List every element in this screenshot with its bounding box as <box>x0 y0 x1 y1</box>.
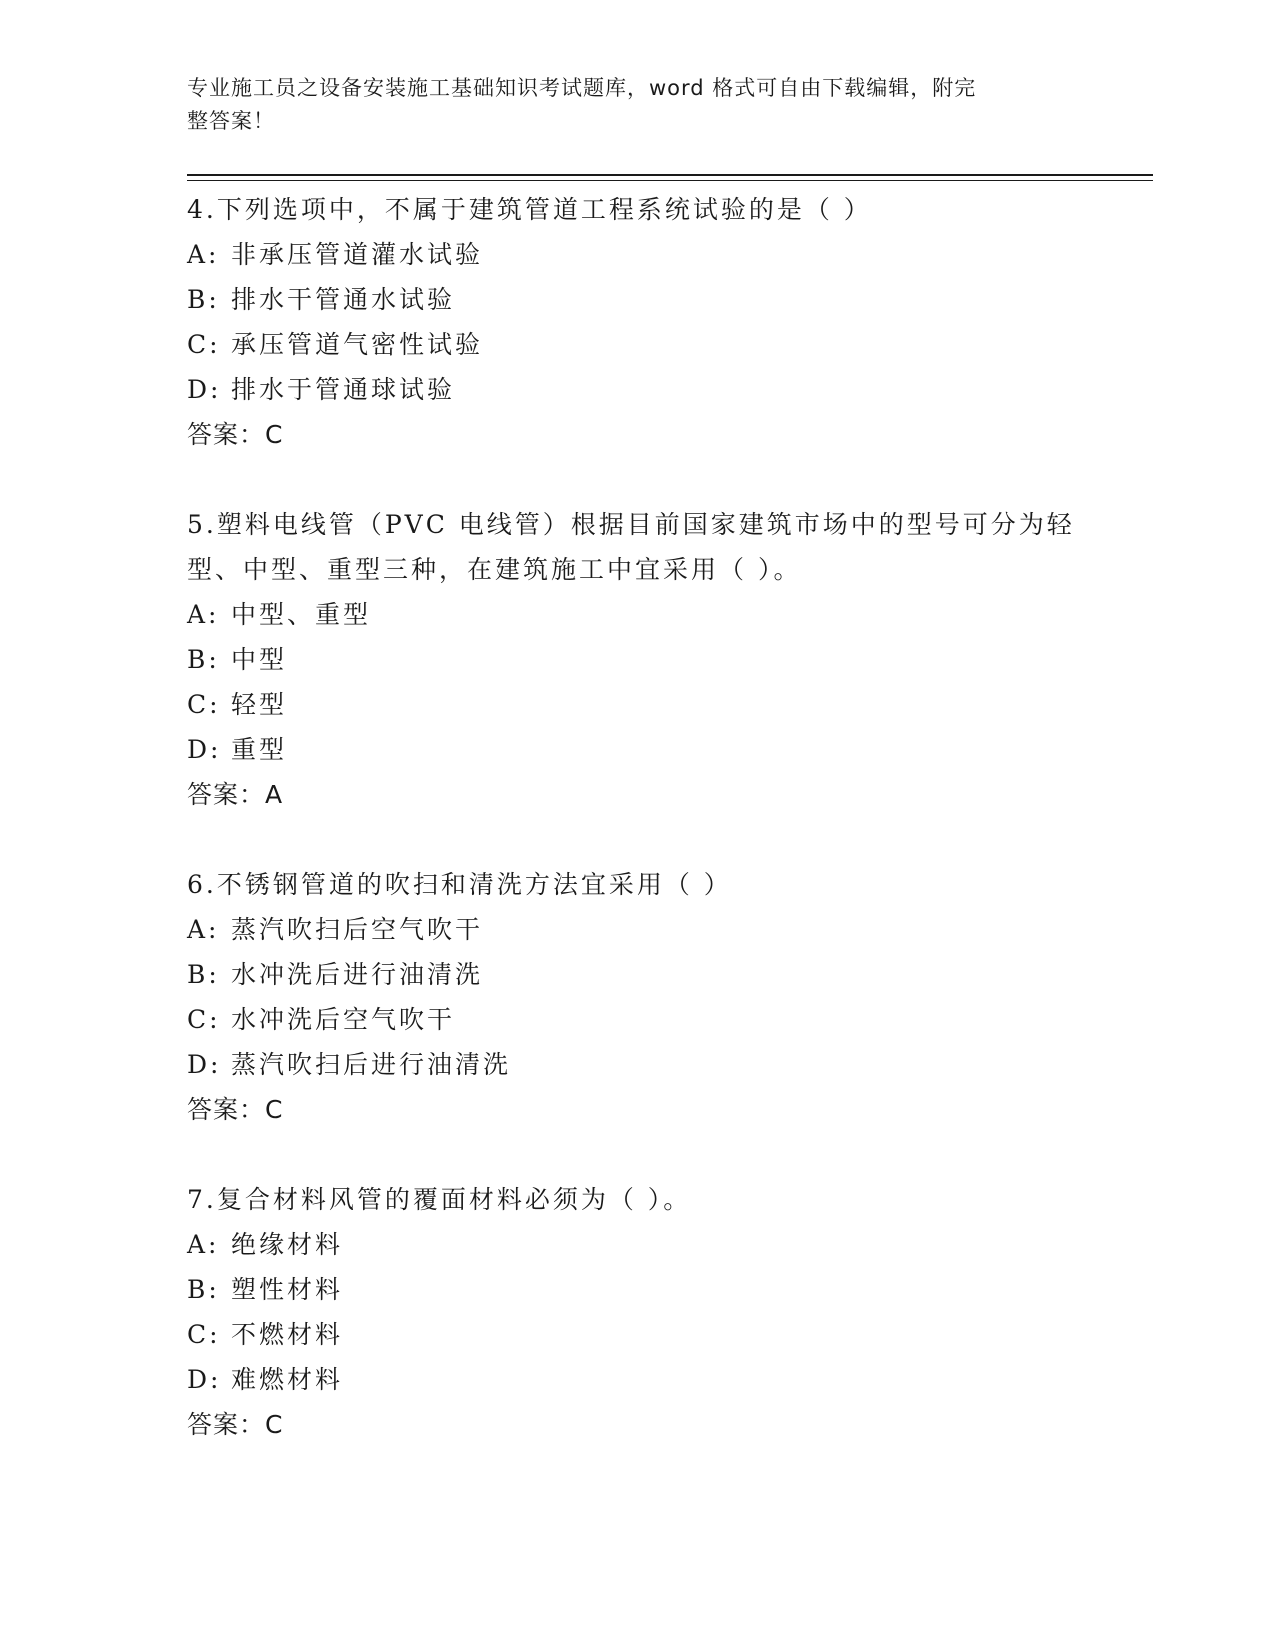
option-text: 轻型 <box>231 690 288 719</box>
option-key: C: <box>187 1320 221 1349</box>
option-text: 水冲洗后进行油清洗 <box>231 960 484 989</box>
option-key: B: <box>187 1275 220 1304</box>
option-b <box>187 952 1087 997</box>
option-text: 蒸汽吹扫后进行油清洗 <box>231 1050 512 1079</box>
option-b <box>187 1267 1087 1312</box>
option-text: 排水于管通球试验 <box>231 375 456 404</box>
option-d <box>187 727 1087 772</box>
question-5 <box>187 502 1087 817</box>
option-key: B: <box>187 960 220 989</box>
answer-line: 答案：A <box>187 780 284 809</box>
option-a <box>187 232 1087 277</box>
option-key: B: <box>187 285 220 314</box>
option-c <box>187 997 1087 1042</box>
question-stem: 6.不锈钢管道的吹扫和清洗方法宜采用（ ） <box>187 870 732 899</box>
option-text: 蒸汽吹扫后空气吹干 <box>231 915 484 944</box>
header-line-1: 专业施工员之设备安装施工基础知识考试题库，word 格式可自由下载编辑，附完 <box>187 76 977 100</box>
option-text: 塑性材料 <box>231 1275 344 1304</box>
document-header <box>187 72 1067 138</box>
option-text: 不燃材料 <box>231 1320 344 1349</box>
option-text: 绝缘材料 <box>231 1230 344 1259</box>
option-text: 水冲洗后空气吹干 <box>231 1005 456 1034</box>
option-d <box>187 1042 1087 1087</box>
option-c <box>187 682 1087 727</box>
header-divider-thick <box>187 174 1153 176</box>
option-key: A: <box>187 240 220 269</box>
option-key: D: <box>187 1050 222 1079</box>
question-stem: 4.下列选项中，不属于建筑管道工程系统试验的是（ ） <box>187 195 872 224</box>
question-stem: 7.复合材料风管的覆面材料必须为（ ）。 <box>187 1185 692 1214</box>
question-4 <box>187 187 1087 457</box>
option-key: C: <box>187 330 221 359</box>
option-key: D: <box>187 375 222 404</box>
header-divider-thin <box>187 180 1153 181</box>
option-key: C: <box>187 690 221 719</box>
question-stem: 5.塑料电线管（PVC 电线管）根据目前国家建筑市场中的型号可分为轻型、中型、重型三种，在建筑施工中宜采用（ ）。 <box>187 510 1075 584</box>
option-text: 重型 <box>231 735 288 764</box>
header-line-2: 整答案！ <box>187 109 275 133</box>
option-a <box>187 1222 1087 1267</box>
option-d <box>187 367 1087 412</box>
option-text: 中型、重型 <box>231 600 372 629</box>
option-text: 非承压管道灌水试验 <box>231 240 484 269</box>
question-list <box>187 187 1087 1492</box>
option-key: D: <box>187 735 222 764</box>
option-b <box>187 277 1087 322</box>
option-c <box>187 322 1087 367</box>
option-key: C: <box>187 1005 221 1034</box>
option-a <box>187 592 1087 637</box>
answer-line: 答案：C <box>187 1095 284 1124</box>
option-key: A: <box>187 1230 220 1259</box>
question-6 <box>187 862 1087 1132</box>
option-text: 中型 <box>231 645 288 674</box>
option-c <box>187 1312 1087 1357</box>
option-key: D: <box>187 1365 222 1394</box>
answer-line: 答案：C <box>187 1410 284 1439</box>
option-key: B: <box>187 645 220 674</box>
option-d <box>187 1357 1087 1402</box>
option-text: 排水干管通水试验 <box>231 285 456 314</box>
option-key: A: <box>187 915 220 944</box>
option-key: A: <box>187 600 220 629</box>
question-7 <box>187 1177 1087 1447</box>
option-text: 承压管道气密性试验 <box>231 330 484 359</box>
option-b <box>187 637 1087 682</box>
option-text: 难燃材料 <box>231 1365 344 1394</box>
answer-line: 答案：C <box>187 420 284 449</box>
option-a <box>187 907 1087 952</box>
